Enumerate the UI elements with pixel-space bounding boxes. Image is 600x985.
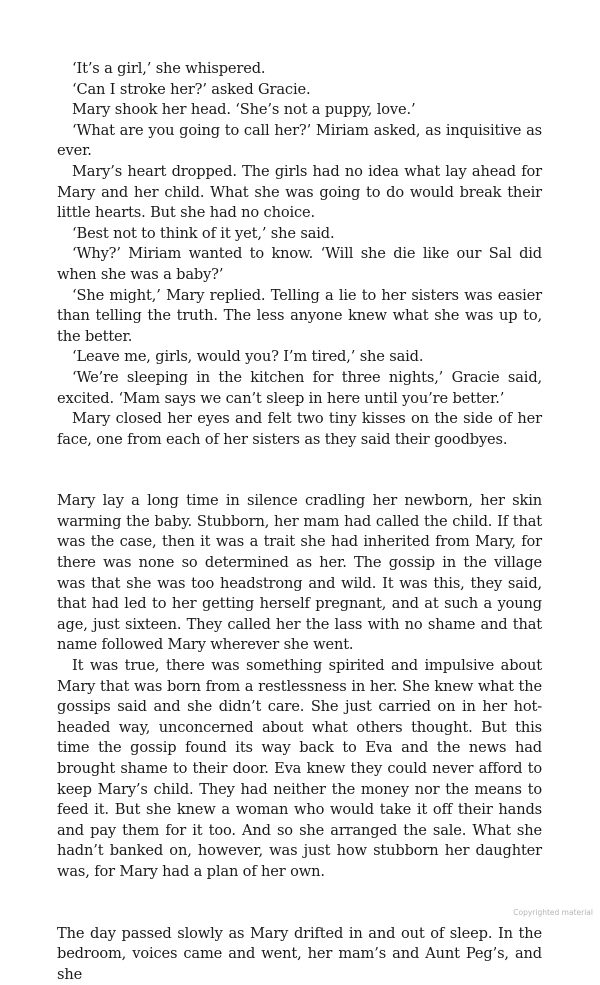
paragraph: ‘She might,’ Mary replied. Telling a lie to her sisters was easier than telling the truth. The less anyone knew what she was up to, the better. bbox=[57, 286, 542, 345]
section-break bbox=[57, 450, 542, 491]
paragraph: ‘Best not to think of it yet,’ she said. bbox=[72, 224, 335, 242]
paragraph: Mary closed her eyes and felt two tiny kisses on the side of her face, one from each of her sisters as they said their goodbyes. bbox=[57, 410, 542, 448]
paragraph: Mary’s heart dropped. The girls had no idea what lay ahead for Mary and her child. What she was going to do would break their little hearts. But she had no choice. bbox=[57, 162, 542, 222]
paragraph: Mary lay a long time in silence cradling her newborn, her skin warming the baby. Stubborn, her mam had called the child. If that was the case, then it was a trait she had inherited from Mary, for there was none so determined as her. The gossip in the village was that she was too headstrong and wild. It was this, they said, that had led to her getting herself pregnant, and at such a young age, just sixteen. They called her the lass with no shame and that name followed Mary wherever she went. bbox=[57, 492, 542, 654]
paragraph: ‘What are you going to call her?’ Miriam asked, as inquisitive as ever. bbox=[57, 121, 542, 160]
copyright-watermark: Copyrighted material bbox=[513, 908, 593, 917]
section-break bbox=[57, 883, 542, 924]
paragraph: ‘Can I stroke her?’ asked Gracie. bbox=[72, 80, 311, 98]
paragraph: ‘We’re sleeping in the kitchen for three nights,’ Gracie said, excited. ‘Mam says we can’t sleep in here until you’re better.’ bbox=[57, 368, 542, 407]
paragraph: ‘Why?’ Miriam wanted to know. ‘Will she die like our Sal did when she was a baby?’ bbox=[57, 245, 542, 283]
paragraph: Mary shook her head. ‘She’s not a puppy, love.’ bbox=[72, 101, 416, 119]
paragraph: ‘It’s a girl,’ she whispered. bbox=[72, 60, 266, 77]
page-body bbox=[57, 59, 542, 985]
paragraph: The day passed slowly as Mary drifted in and out of sleep. In the bedroom, voices came and went, her mam’s and Aunt Peg’s, and she bbox=[57, 924, 542, 983]
paragraph: It was true, there was something spirited and impulsive about Mary that was born from a restlessness in her. She knew what the gossips said and she didn’t care. She just carried on in her hot-headed way, unconcerned about what others thought. But this time the gossip found its way back to Eva and the news had brought shame to their door. Eva knew they could never afford to keep Mary’s child. They had neither the money nor the means to feed it. But she knew a woman who would take it off their hands and pay them for it too. And so she arranged the sale. What she hadn’t banked on, however, was just how stubborn her daughter was, for Mary had a plan of her own. bbox=[57, 657, 542, 880]
paragraph: ‘Leave me, girls, would you? I’m tired,’ she said. bbox=[72, 348, 424, 366]
